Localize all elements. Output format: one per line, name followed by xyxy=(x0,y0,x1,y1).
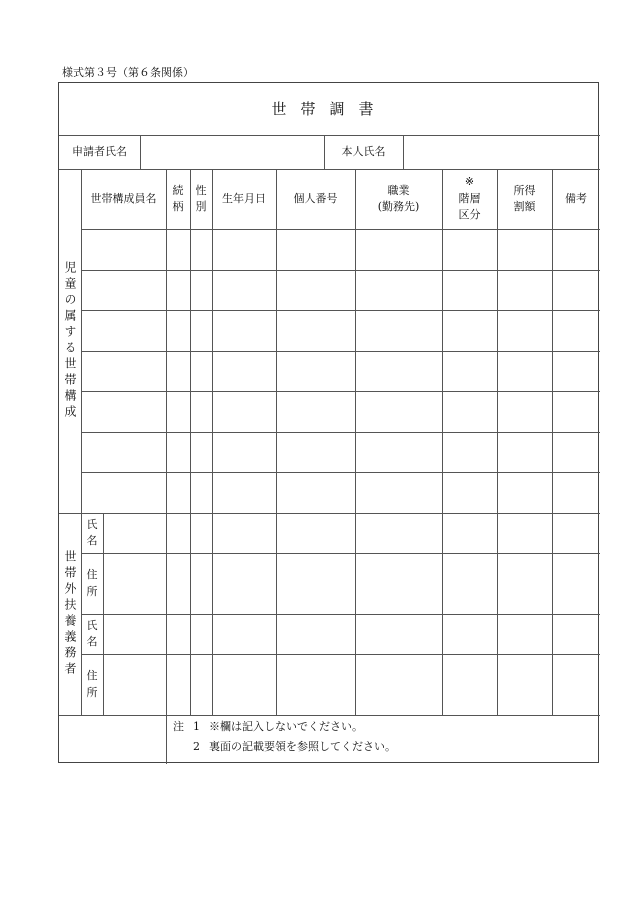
household-form-sheet xyxy=(58,82,599,763)
header-relation-2: 柄 xyxy=(172,200,184,213)
header-member-name: 世帯構成員名 xyxy=(90,191,157,205)
supporter-2-name-label: 氏 名 xyxy=(86,618,98,648)
note-prefix: 注 xyxy=(173,720,184,733)
supporter-2-address-label: 住 所 xyxy=(86,669,98,699)
header-income-2: 割額 xyxy=(513,200,536,213)
header-income xyxy=(497,169,552,229)
note-2-text: 裏面の記載要領を参照してください。 xyxy=(209,740,396,753)
person-name-label: 本人氏名 xyxy=(341,144,386,158)
household-members-label: 児童の属する世帯構成 xyxy=(63,261,77,421)
applicant-name-label: 申請者氏名 xyxy=(72,144,127,158)
header-occupation-2: (勤務先) xyxy=(377,200,420,213)
form-label: 様式第３号（第６条関係） xyxy=(62,66,194,79)
header-tier-1: 階層 xyxy=(458,191,481,205)
header-income-1: 所得 xyxy=(513,183,536,197)
applicant-name-field[interactable] xyxy=(140,135,324,169)
header-tier-2: 区分 xyxy=(458,208,481,222)
header-remarks: 備考 xyxy=(565,191,587,205)
supporter-1-name-label: 氏 名 xyxy=(86,517,98,547)
header-gender-1: 性 xyxy=(195,183,207,197)
header-id-number: 個人番号 xyxy=(293,191,338,205)
note-1-number: 1 xyxy=(193,720,200,733)
header-gender xyxy=(190,169,212,229)
header-gender-2: 別 xyxy=(195,200,207,213)
external-supporters-label: 世帯外扶養義務者 xyxy=(63,550,77,678)
header-occupation xyxy=(355,169,442,229)
note-1-text: ※欄は記入しないでください。 xyxy=(209,720,363,733)
header-relation xyxy=(166,169,190,229)
header-occupation-1: 職業 xyxy=(387,183,410,197)
header-tier-mark: ※ xyxy=(464,175,475,189)
note-1 xyxy=(173,717,396,737)
header-tier xyxy=(442,169,497,229)
note-2-number: 2 xyxy=(193,740,200,753)
person-name-field[interactable] xyxy=(403,135,600,169)
supporter-1-address-label: 住 所 xyxy=(86,568,98,598)
header-birthdate: 生年月日 xyxy=(222,191,266,205)
note-2 xyxy=(173,737,396,757)
notes xyxy=(173,717,396,757)
form-title: 世帯調書 xyxy=(271,99,388,118)
header-relation-1: 続 xyxy=(172,183,184,197)
